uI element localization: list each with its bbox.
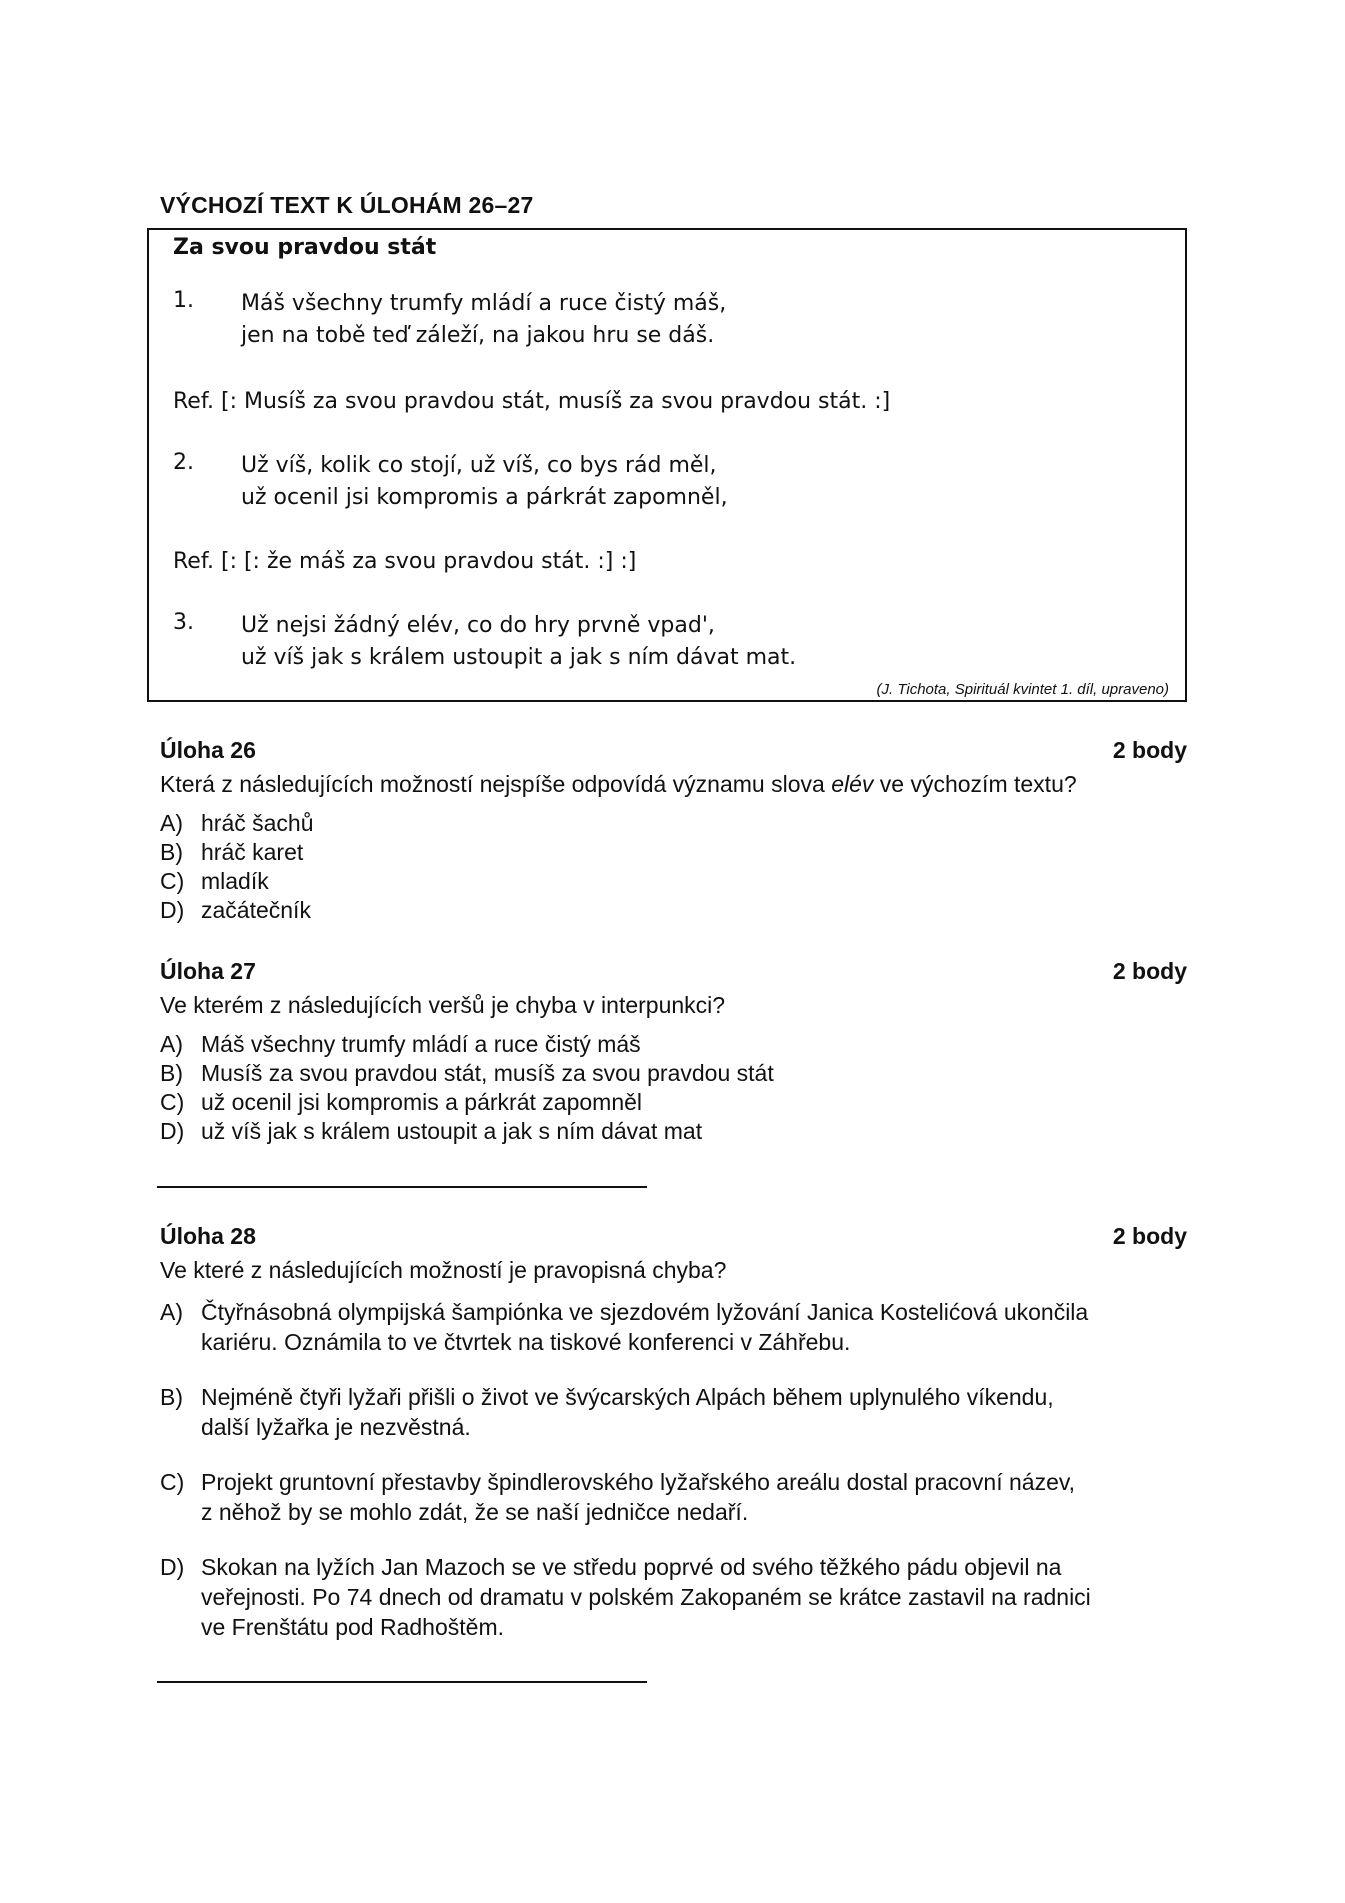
section-divider bbox=[157, 1186, 647, 1188]
verse-line: Máš všechny trumfy mládí a ruce čistý máš, bbox=[241, 291, 727, 316]
task-question: Ve kterém z následujících veršů je chyba v interpunkci? bbox=[160, 992, 726, 1018]
option-text: hráč šachů bbox=[201, 810, 314, 836]
task-27 bbox=[160, 956, 1187, 1146]
option-text-line: kariéru. Oznámila to ve čtvrtek na tiskové konferenci v Záhřebu. bbox=[201, 1329, 851, 1355]
stanza-2 bbox=[173, 450, 1165, 514]
option-text: už víš jak s králem ustoupit a jak s ním dávat mat bbox=[201, 1118, 703, 1144]
option-text-line: další lyžařka je nezvěstná. bbox=[201, 1414, 471, 1440]
option-text-line: veřejnosti. Po 74 dnech od dramatu v polském Zakopaném se krátce zastavil na radnici bbox=[201, 1584, 1091, 1610]
option-letter: D) bbox=[160, 1554, 185, 1580]
stanza-3 bbox=[173, 610, 1165, 674]
verse-line: jen na tobě teď záleží, na jakou hru se dáš. bbox=[241, 323, 715, 348]
task-28 bbox=[160, 1221, 1187, 1667]
task-title: Úloha 27 bbox=[160, 958, 256, 984]
verse-line: Už nejsi žádný elév, co do hry prvně vpad', bbox=[241, 613, 715, 638]
task-points: 2 body bbox=[1112, 1223, 1187, 1249]
option-letter: C) bbox=[160, 1089, 185, 1115]
refrain-text: [: [: že máš za svou pravdou stát. :] :] bbox=[220, 549, 637, 574]
answer-option-a[interactable] bbox=[160, 809, 1187, 838]
option-letter: D) bbox=[160, 1118, 185, 1144]
option-text: hráč karet bbox=[201, 839, 304, 865]
option-letter: B) bbox=[160, 1384, 183, 1410]
refrain-1 bbox=[173, 386, 890, 418]
answer-option-b[interactable] bbox=[160, 1382, 1187, 1442]
answer-option-a[interactable] bbox=[160, 1297, 1187, 1357]
option-text: už ocenil jsi kompromis a párkrát zapomněl bbox=[201, 1089, 643, 1115]
answer-option-a[interactable] bbox=[160, 1030, 1187, 1059]
question-text: ve výchozím textu? bbox=[873, 771, 1077, 797]
option-text: Máš všechny trumfy mládí a ruce čistý máš bbox=[201, 1031, 641, 1057]
answer-options bbox=[160, 1297, 1187, 1642]
stanza-1 bbox=[173, 288, 1165, 352]
answer-option-d[interactable] bbox=[160, 1552, 1187, 1642]
refrain-text: [: Musíš za svou pravdou stát, musíš za svou pravdou stát. :] bbox=[220, 389, 891, 414]
answer-option-c[interactable] bbox=[160, 1088, 1187, 1117]
option-letter: C) bbox=[160, 868, 185, 894]
answer-options bbox=[160, 809, 1187, 925]
answer-option-b[interactable] bbox=[160, 1059, 1187, 1088]
option-text: mladík bbox=[201, 868, 269, 894]
answer-option-c[interactable] bbox=[160, 867, 1187, 896]
answer-options bbox=[160, 1030, 1187, 1146]
task-question: Ve které z následujících možností je pravopisná chyba? bbox=[160, 1257, 727, 1283]
task-title: Úloha 28 bbox=[160, 1223, 256, 1249]
option-text-line: Projekt gruntovní přestavby špindlerovského lyžařského areálu dostal pracovní název, bbox=[201, 1469, 1076, 1495]
stanza-number: 3. bbox=[173, 610, 194, 635]
task-title: Úloha 26 bbox=[160, 737, 256, 763]
verse-line: už ocenil jsi kompromis a párkrát zapomněl, bbox=[241, 485, 728, 510]
option-text: Musíš za svou pravdou stát, musíš za svou pravdou stát bbox=[201, 1060, 774, 1086]
option-letter: C) bbox=[160, 1469, 185, 1495]
option-letter: B) bbox=[160, 839, 183, 865]
answer-option-d[interactable] bbox=[160, 896, 1187, 925]
source-citation: (J. Tichota, Spirituál kvintet 1. díl, upraveno) bbox=[876, 681, 1169, 698]
task-question bbox=[160, 769, 1187, 799]
verse-line: už víš jak s králem ustoupit a jak s ním dávat mat. bbox=[241, 645, 797, 670]
option-text-line: Nejméně čtyři lyžaři přišli o život ve švýcarských Alpách během uplynulého víkendu, bbox=[201, 1384, 1054, 1410]
option-letter: A) bbox=[160, 810, 183, 836]
option-text-line: Čtyřnásobná olympijská šampiónka ve sjezdovém lyžování Janica Kostelićová ukončila bbox=[201, 1299, 1089, 1325]
stanza-number: 1. bbox=[173, 288, 194, 313]
verse-line: Už víš, kolik co stojí, už víš, co bys rád měl, bbox=[241, 453, 717, 478]
question-keyword: elév bbox=[831, 771, 874, 797]
poem-title: Za svou pravdou stát bbox=[173, 235, 437, 260]
option-letter: A) bbox=[160, 1031, 183, 1057]
section-title: VÝCHOZÍ TEXT K ÚLOHÁM 26–27 bbox=[160, 192, 534, 218]
option-text-line: Skokan na lyžích Jan Mazoch se ve středu poprvé od svého těžkého pádu objevil na bbox=[201, 1554, 1062, 1580]
answer-option-b[interactable] bbox=[160, 838, 1187, 867]
refrain-2 bbox=[173, 546, 636, 578]
task-points: 2 body bbox=[1112, 737, 1187, 763]
section-divider bbox=[157, 1681, 647, 1683]
stanza-number: 2. bbox=[173, 450, 194, 475]
option-text-line: ve Frenštátu pod Radhoštěm. bbox=[201, 1614, 504, 1640]
answer-option-c[interactable] bbox=[160, 1467, 1187, 1527]
source-text-box bbox=[147, 228, 1187, 702]
option-text: začátečník bbox=[201, 897, 311, 923]
option-letter: B) bbox=[160, 1060, 183, 1086]
option-letter: A) bbox=[160, 1299, 183, 1325]
option-letter: D) bbox=[160, 897, 185, 923]
task-points: 2 body bbox=[1112, 958, 1187, 984]
option-text-line: z něhož by se mohlo zdát, že se naší jedničce nedaří. bbox=[201, 1499, 749, 1525]
refrain-label: Ref. bbox=[173, 549, 214, 574]
answer-option-d[interactable] bbox=[160, 1117, 1187, 1146]
question-text: Která z následujících možností nejspíše odpovídá významu slova bbox=[160, 771, 832, 797]
refrain-label: Ref. bbox=[173, 389, 214, 414]
task-26 bbox=[160, 735, 1187, 925]
